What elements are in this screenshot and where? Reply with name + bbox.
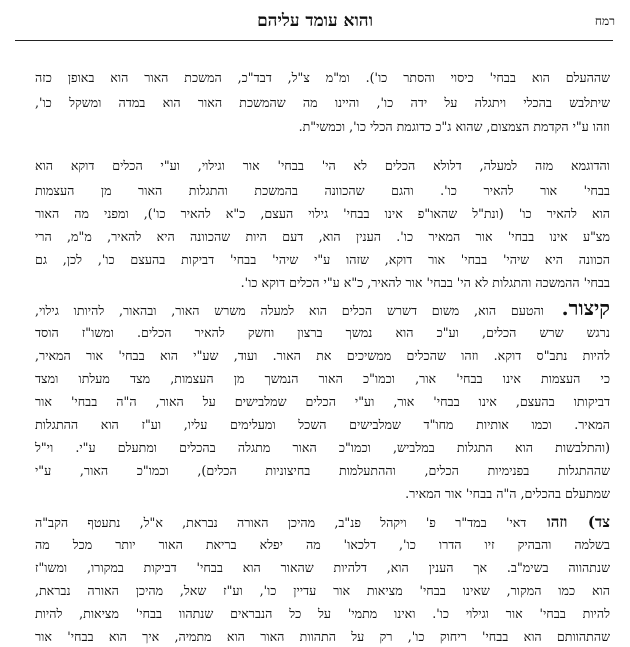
text-line: בשלמה והבהיק זיו הדרו כו', דלכאו' מה יפלא בריאת האור יותר מכל מה	[35, 537, 610, 552]
text-line: שמתעלם בהכלים, ה"ה בבחי' אור המאיר.	[405, 486, 610, 501]
text-line: מצ"ע אינו בבחי' אור המאיר כו'. הענין הוא, דעם היות שהכוונה היא להאיר, מ"מ, הרי	[35, 229, 610, 244]
text-line-with-lead	[35, 513, 610, 531]
text-line: שנתהווה בשימ"ב. אך הענין הוא, דלהיות שהאור הוא בבחי' דביקות במקורו, ומשו"ז	[35, 560, 610, 575]
text-run: והטעם הוא, משום דשרש הכלים הוא למעלה משרש האור, ובהאור, להיותו גילוי,	[35, 303, 544, 318]
paragraph-lead: צד) וזהו	[526, 513, 610, 531]
paragraph-lead: קיצור.	[543, 297, 610, 319]
header-rule	[15, 40, 613, 41]
text-line: להיות נתב"ס דוקא. וזהו שהכלים ממשיכים את האור. ועוד, שע"י הוא בבחי' אור המאיר,	[35, 348, 610, 363]
text-line: הוא להאיר כו' (ונת"ל שהאו"פ אינו בבחי' גילוי העצם, כ"א להאיר כו'), ומפני מה האור	[35, 206, 610, 221]
text-line: הכוונה היא שיהי' בבחי' אור דוקא, שזהו ע"י שיהי' בבחי' דביקות בהעצם כו', לכן, גם	[35, 252, 610, 267]
text-line: המאיר. וכמו אותיות מחו"ד שמלבישים השכל ומעלימים עליו, וע"ז הוא ההתגלות	[35, 417, 610, 432]
text-line: שהתהוותם הוא בבחי' ריחוק כו', רק על התהוות האור הוא מתמיה, איך הוא בבחי' אור	[35, 629, 610, 644]
running-title: והוא עומד עליהם	[257, 11, 373, 31]
text-line: כי העצמות אינו בבחי' אור, וכמו"כ האור הנמשך מן העצמות, מצד מעלתו ומצד	[35, 371, 610, 386]
text-line: שההעלם הוא בבחי' כיסוי והסתר כו'). ומ"מ צ"ל, דבד"כ, המשכת האור הוא באופן כזה	[35, 70, 610, 85]
page-header	[0, 0, 630, 40]
text-run: דאי' במד"ר פ' ויקהל פנ"ב, מהיכן האורה נבראת, א"ל, נתעטף הקב"ה	[35, 515, 527, 530]
text-line: בבחי' ההמשכה והתגלות לא הי' בבחי' אור להאיר, כ"א ע"י הכלים דוקא כו'.	[240, 275, 610, 290]
text-line: שההתגלות בפנימיות הכלים, וההתעלמות בחיצוניות הכלים), וכמו"כ האור, ע"י	[35, 463, 610, 478]
text-line: הוא כמו המקור, שאינו בבחי' מציאות אור עדיין כו', וע"ז שאל, מהיכן האורה נבראת,	[35, 583, 610, 598]
page-number: רמח	[594, 14, 615, 28]
text-line: (והתלבשות הוא התגלות במלביש, וכמו"כ האור מתגלה בהכלים ומתעלם ע"י. וי"ל	[35, 440, 610, 455]
text-line: להיות בבחי' אור וגילוי כו'. ואינו מתמי' על כל הנבראים שנתהוו בבחי' מציאות, להיות	[35, 606, 610, 621]
text-line: נרגש שרש הכלים, וע"כ הוא נמשך ברצון וחשק להאיר הכלים. ומשו"ז הוסד	[35, 325, 610, 340]
text-line-with-lead	[35, 297, 610, 319]
text-line: שיתלבש בהכלי ויתגלה על ידה כו', והיינו מה שהמשכת האור הוא במדה ומשקל כו',	[35, 95, 610, 110]
text-line: בבחי' אור להאיר כו'. והגם שהכוונה בהמשכת והתגלות האור מן העצמות	[35, 183, 610, 198]
text-line: וזהו ע"י הקדמת הצמצום, שהוא ג"כ כדוגמת הכלי כו', וכמשי"ת.	[298, 119, 610, 134]
text-line: דביקותו בהעצם, אינו בבחי' אור, וע"י הכלים שמלבישים על האור, ה"ה בבחי' אור	[35, 394, 610, 409]
text-line: והדוגמא מזה למעלה, דלולא הכלים לא הי' בבחי' אור וגילוי, וע"י הכלים דוקא הוא	[35, 158, 610, 173]
